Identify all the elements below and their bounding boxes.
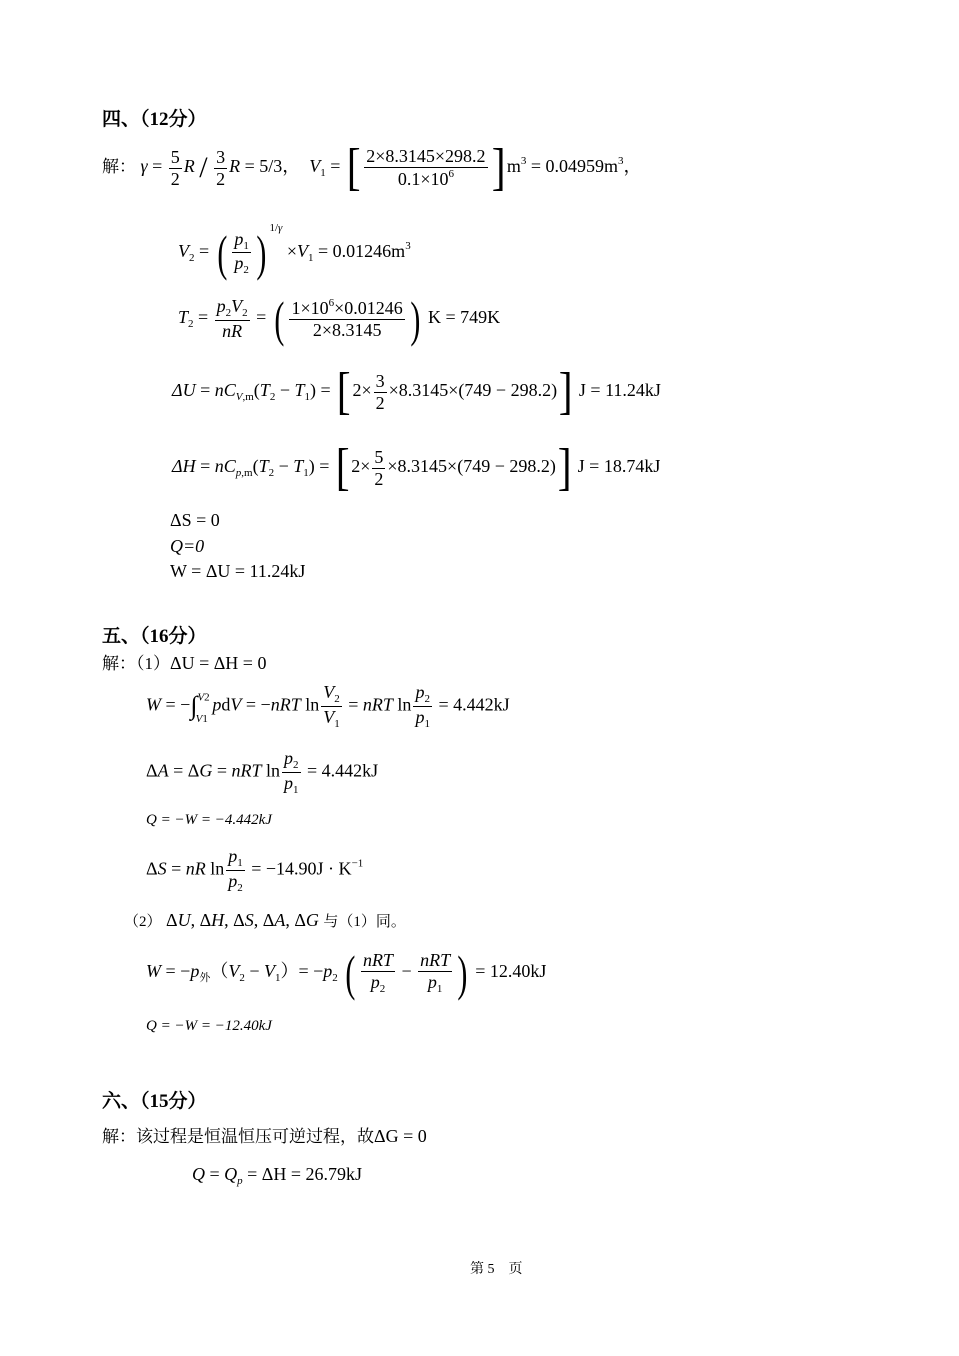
eq-t2: $T_2$ = $\frac{p_2V_2}{nR}$ = ( $\frac{1\times 10^6\times 0.01246}{2\times 8.3145}$ ) K = 749K — [178, 291, 501, 347]
s6-text — [102, 1122, 427, 1147]
solve-label: 解： — [102, 1127, 136, 1146]
v1-result: = 0.04959m — [530, 156, 619, 177]
eq-s5-ds: ΔS = nR ln $\frac{p_1}{p_2}$ = $-14.90J \cdot K^{-1}$ — [146, 846, 364, 894]
eq-s5-da: ΔA = ΔG = nRT ln $\frac{p_2}{p_1}$ = 4.442kJ — [146, 748, 379, 796]
s6-dg: ΔG = 0 — [374, 1126, 427, 1146]
eq-v2: $V_2$ = ( $\frac{p_1}{p_2}$ ) $^{1/\gamma} \times V_1 = 0.01246m^3$ — [178, 222, 411, 281]
page-number: 第 5 页 — [470, 1262, 523, 1277]
part1-label: （1） — [136, 654, 170, 673]
eq-delta-h: $\Delta H = nC_{p,m}(T_2 - T_1) = [2\times$ $\frac{5}{2}$ ×8.3145×(749 − 298.2)] J = 18.74kJ — [172, 439, 661, 496]
eq-w-result: W = ΔU = 11.24kJ — [170, 561, 306, 581]
part2-label: （2） — [124, 914, 162, 930]
s6-q-result: = ΔH = 26.79kJ — [247, 1164, 363, 1184]
eq-ds-zero: ΔS = 0 — [170, 510, 220, 530]
s5-w1-result: = 4.442kJ — [438, 694, 510, 715]
section-heading-6: 六、（15分） — [102, 1091, 207, 1112]
same-as-1-text: 与（1）同。 — [323, 914, 406, 930]
eq-s5-part2: （2） ΔU, ΔH, ΔS, ΔA, ΔG 与（1）同。 — [124, 910, 406, 930]
s5-ds-result: = −14.90J · K — [251, 858, 352, 879]
du-result: J = 11.24kJ — [578, 380, 661, 401]
s5-da-result: = 4.442kJ — [307, 760, 379, 781]
eq-s5-q2: Q = −W = −12.40kJ — [146, 1018, 272, 1034]
eq-s5-w2: $W = -p_外(V_2 - V_1)= -p_2$ ( $\frac{\text{nRT}}{p_2}$ − $\frac{\text{nRT}}{p_1}$ ) = 12.40kJ — [146, 945, 547, 1001]
eq-delta-u: $\Delta U = nC_{V,m}(T_2 - T_1) = [2\times$ $\frac{3}{2}$ ×8.3145×(749 − 298.2)] J = 11.24kJ — [172, 363, 661, 420]
eq-s5-q1: Q = −W = −4.442kJ — [146, 812, 272, 828]
solve-label: 解： — [102, 157, 136, 177]
eq-s5-part1: 解：（1）ΔU = ΔH = 0 — [102, 653, 267, 673]
eq-gamma-v1: 解： γ = $\frac{5}{2}$ R / $\frac{3}{2}$ R = 5/3， $V_1$ = [ $\frac{2\times 8.3145\times 298.2}{0.1\times 10^6}$ ]$m^3 = 0.04959m^3$， — [102, 139, 642, 196]
v2-result: = 0.01246m — [318, 241, 406, 261]
t2-result: K = 749K — [427, 307, 501, 328]
eq-s5-w1: W = −∫$^{V2}_{V1}$ pdV = −nRT ln $\frac{V_2}{V_1}$ = nRT ln $\frac{p_2}{p_1}$ = 4.442kJ — [146, 682, 510, 730]
solve-label: 解： — [102, 654, 136, 673]
s5-w2-result: = 12.40kJ — [475, 961, 547, 982]
dh-result: J = 18.74kJ — [577, 456, 661, 477]
s6-sentence: 该过程是恒温恒压可逆过程，故 — [136, 1127, 374, 1146]
eq-s6-q: $Q = Q_p = \Delta H = 26.79kJ$ — [192, 1164, 363, 1187]
section-heading-5: 五、（16分） — [102, 626, 207, 647]
section-heading-4: 四、（12分） — [102, 109, 207, 130]
eq-q-zero: Q=0 — [170, 536, 205, 556]
